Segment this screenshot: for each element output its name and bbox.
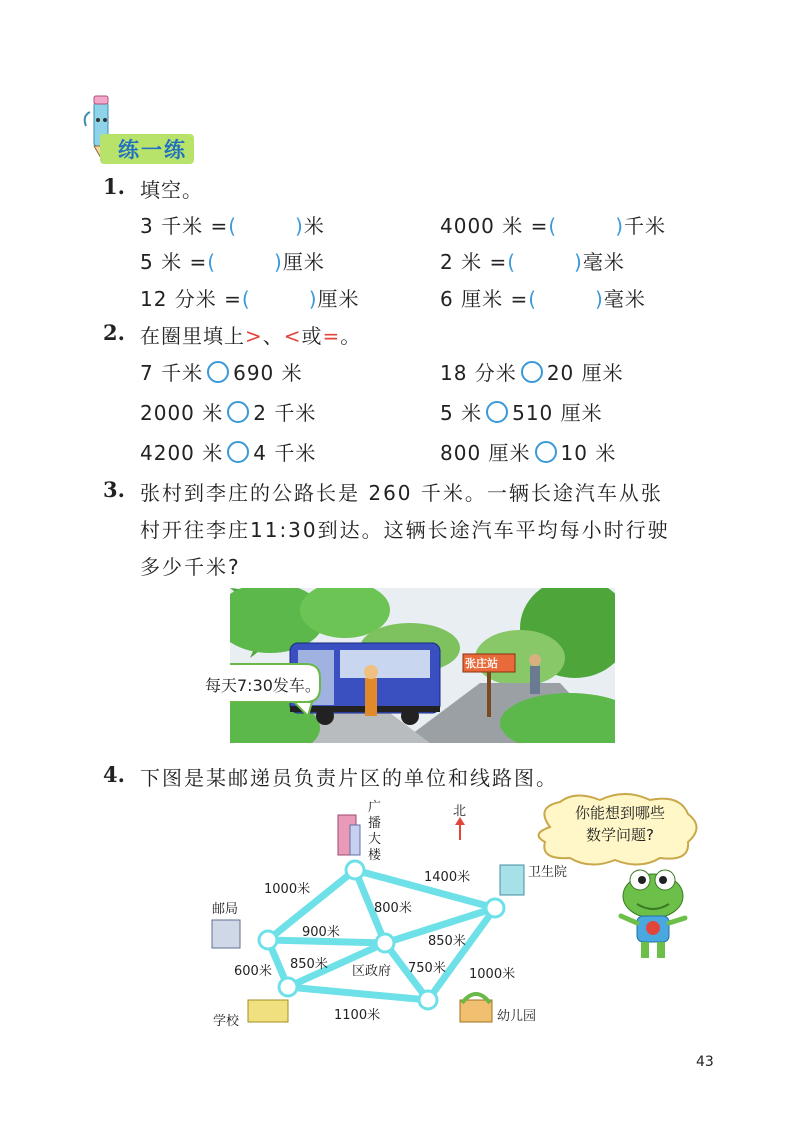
frog-mascot-icon xyxy=(615,868,690,963)
q4-number: 4. xyxy=(103,762,125,787)
post-office-label: 邮局 xyxy=(212,902,239,917)
compare-circle[interactable] xyxy=(521,361,543,383)
q1-item: 3 千米 =( )米 xyxy=(140,214,325,238)
distance-label: 1100米 xyxy=(334,1008,381,1023)
q3-number: 3. xyxy=(103,477,125,502)
q4-title: 下图是某邮递员负责片区的单位和线路图。 xyxy=(140,766,558,790)
compare-circle[interactable] xyxy=(227,401,249,423)
q3-line: 多少千米? xyxy=(140,555,241,579)
school-label: 学校 xyxy=(213,1014,240,1029)
q2-item: 7 千米 690 米 xyxy=(140,361,303,385)
distance-label: 600米 xyxy=(234,964,272,979)
broadcast-building-label: 广 播 大 楼 xyxy=(368,800,382,863)
distance-label: 800米 xyxy=(374,901,412,916)
north-label: 北 xyxy=(453,804,467,819)
thought-bubble-text: 你能想到哪些 数学问题? xyxy=(574,804,665,844)
q2-item: 5 米 510 厘米 xyxy=(440,401,603,425)
q1-title: 填空。 xyxy=(140,178,203,202)
q1-item: 12 分米 =( )厘米 xyxy=(140,287,360,311)
distance-label: 900米 xyxy=(302,925,340,940)
distance-label: 850米 xyxy=(290,957,328,972)
distance-label: 1400米 xyxy=(424,870,471,885)
q2-item: 800 厘米 10 米 xyxy=(440,441,617,465)
q2-title: 在圈里填上>、<或=。 xyxy=(140,324,362,348)
q3-line: 张村到李庄的公路长是 260 千米。一辆长途汽车从张 xyxy=(140,481,663,505)
q1-item: 5 米 =( )厘米 xyxy=(140,250,325,274)
kindergarten-label: 幼儿园 xyxy=(497,1009,537,1024)
district-government-label: 区政府 xyxy=(352,964,392,979)
compare-circle[interactable] xyxy=(486,401,508,423)
hospital-label: 卫生院 xyxy=(528,865,568,880)
compare-circle[interactable] xyxy=(535,441,557,463)
compare-circle[interactable] xyxy=(207,361,229,383)
distance-label: 750米 xyxy=(408,961,446,976)
section-title: 练一练 xyxy=(118,138,187,162)
bus-stop-illustration xyxy=(230,588,615,743)
q2-item: 4200 米 4 千米 xyxy=(140,441,317,465)
compare-circle[interactable] xyxy=(227,441,249,463)
q1-number: 1. xyxy=(103,174,125,199)
q1-item: 2 米 =( )毫米 xyxy=(440,250,625,274)
departure-bubble-text: 每天7:30发车。 xyxy=(205,676,321,695)
q2-item: 18 分米 20 厘米 xyxy=(440,361,624,385)
distance-label: 850米 xyxy=(428,934,466,949)
q1-item: 4000 米 =( )千米 xyxy=(440,214,666,238)
bus-stop-sign-text: 张庄站 xyxy=(465,657,498,670)
page-number: 43 xyxy=(696,1054,714,1070)
q2-number: 2. xyxy=(103,320,125,345)
distance-label: 1000米 xyxy=(264,882,311,897)
q3-line: 村开往李庄11:30到达。这辆长途汽车平均每小时行驶 xyxy=(140,518,670,542)
q1-item: 6 厘米 =( )毫米 xyxy=(440,287,646,311)
distance-label: 1000米 xyxy=(469,967,516,982)
q2-item: 2000 米 2 千米 xyxy=(140,401,317,425)
